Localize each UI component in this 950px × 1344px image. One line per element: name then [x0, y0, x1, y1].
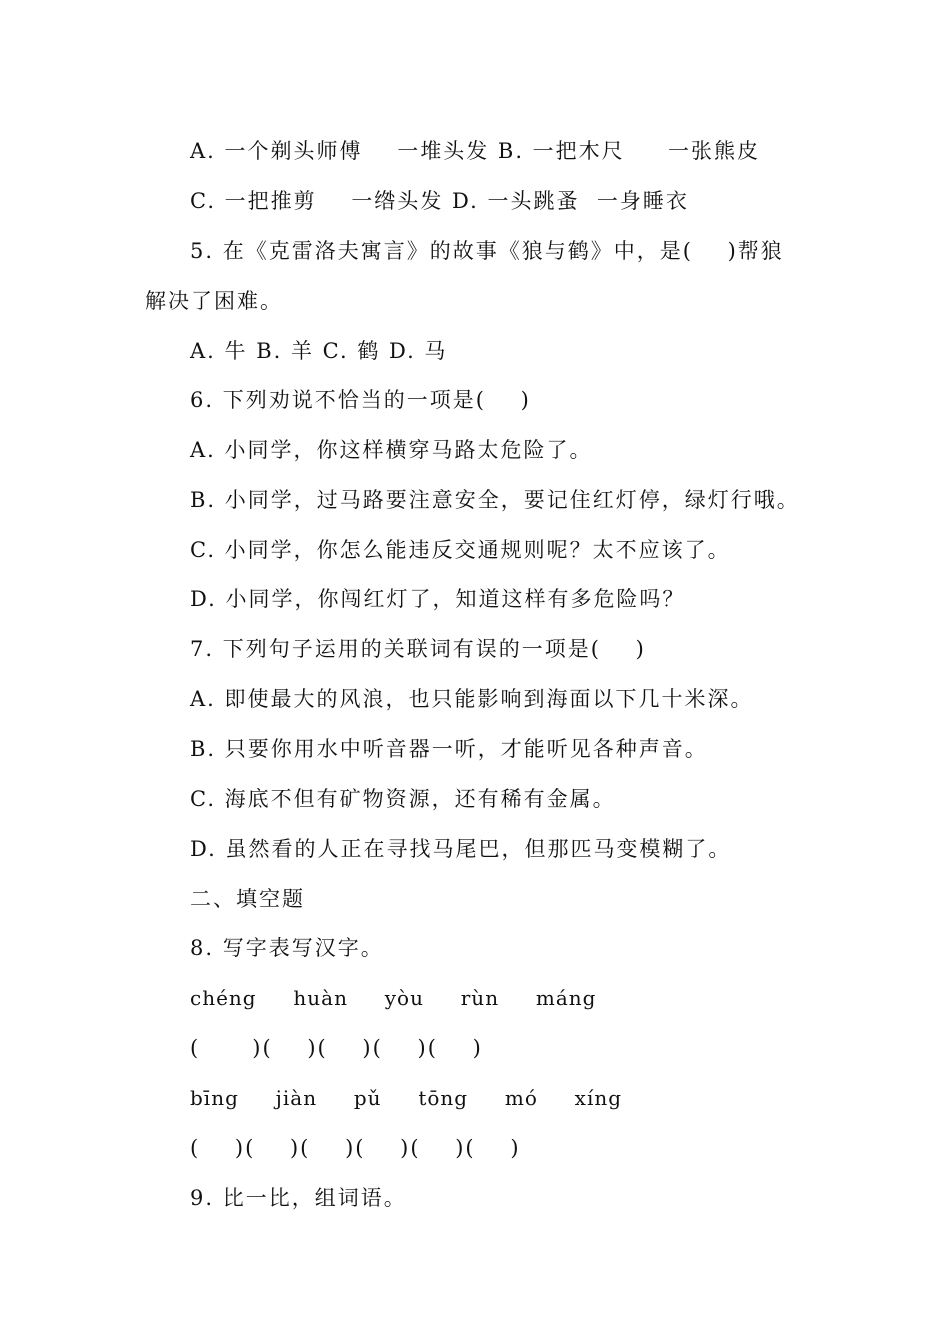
- q6-stem: 6. 下列劝说不恰当的一项是( ): [190, 388, 531, 412]
- q9-stem: 9. 比一比，组词语。: [190, 1186, 407, 1210]
- q6-option-d: D. 小同学，你闯红灯了，知道这样有多危险吗？: [190, 587, 686, 611]
- q5-stem-line-2: 解决了困难。: [145, 289, 283, 313]
- q7-option-a: A. 即使最大的风浪，也只能影响到海面以下几十米深。: [190, 687, 754, 711]
- q4-options-line-1: A. 一个剃头师傅 一堆头发 B. 一把木尺 一张熊皮: [190, 139, 761, 163]
- q7-option-c: C. 海底不但有矿物资源，还有稀有金属。: [190, 787, 616, 811]
- q8-blanks-row-1: ( )( )( )( )( ): [190, 1036, 483, 1060]
- q7-option-d: D. 虽然看的人正在寻找马尾巴，但那匹马变模糊了。: [190, 837, 732, 861]
- q7-stem: 7. 下列句子运用的关联词有误的一项是( ): [190, 637, 646, 661]
- q6-option-c: C. 小同学，你怎么能违反交通规则呢？太不应该了。: [190, 538, 731, 562]
- q8-stem: 8. 写字表写汉字。: [190, 936, 384, 960]
- section-heading: 二、填空题: [190, 887, 305, 911]
- q8-blanks-row-2: ( )( )( )( )( )( ): [190, 1136, 521, 1160]
- q6-option-b: B. 小同学，过马路要注意安全，要记住红灯停，绿灯行哦。: [190, 488, 800, 512]
- q6-option-a: A. 小同学，你这样横穿马路太危险了。: [190, 438, 593, 462]
- q5-stem-line-1: 5. 在《克雷洛夫寓言》的故事《狼与鹤》中，是( )帮狼: [190, 239, 784, 263]
- q5-options: A. 牛 B. 羊 C. 鹤 D. 马: [190, 339, 448, 363]
- q4-options-line-2: C. 一把推剪 一绺头发 D. 一头跳蚤 一身睡衣: [190, 189, 689, 213]
- q7-option-b: B. 只要你用水中听音器一听，才能听见各种声音。: [190, 737, 708, 761]
- q8-pinyin-row-2: bīng jiàn pǔ tōng mó xíng: [190, 1086, 623, 1110]
- q8-pinyin-row-1: chéng huàn yòu rùn máng: [190, 986, 597, 1010]
